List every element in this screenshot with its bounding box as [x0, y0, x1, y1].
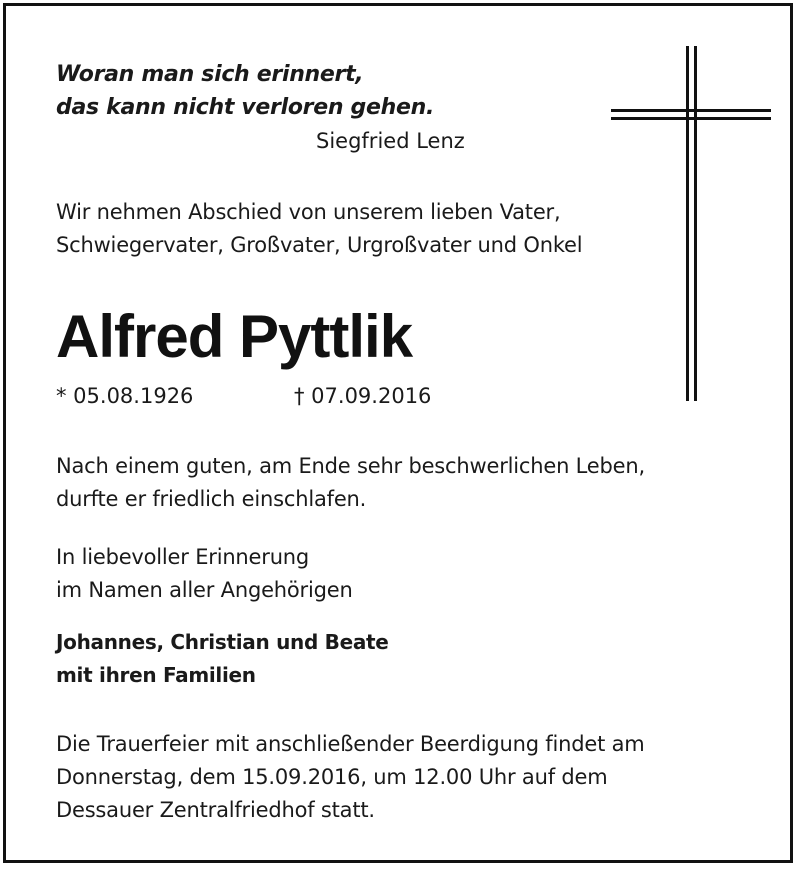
remembrance-line-1: In liebevoller Erinnerung: [56, 545, 310, 569]
funeral-info: [56, 728, 645, 827]
deceased-name: Alfred Pyttlik: [56, 303, 413, 370]
passing-line-1: Nach einem guten, am Ende sehr beschwerlichen Leben,: [56, 454, 645, 478]
death-date: † 07.09.2016: [294, 384, 432, 408]
quote-line-1: Woran man sich erinnert,: [56, 62, 364, 87]
intro-line-1: Wir nehmen Abschied von unserem lieben Vater,: [56, 200, 561, 224]
quote: [56, 58, 434, 124]
passing-line-2: durfte er friedlich einschlafen.: [56, 487, 367, 511]
quote-author: Siegfried Lenz: [316, 129, 465, 153]
quote-line-2: das kann nicht verloren gehen.: [56, 95, 435, 120]
birth-date: * 05.08.1926: [56, 384, 194, 408]
intro-line-2: Schwiegervater, Großvater, Urgroßvater und Onkel: [56, 233, 583, 257]
remembrance-line-2: im Namen aller Angehörigen: [56, 578, 353, 602]
passing-text: [56, 450, 645, 516]
obituary-notice: [3, 3, 793, 863]
mourners: [56, 626, 389, 692]
mourners-line-2: mit ihren Familien: [56, 663, 256, 687]
funeral-line-2: Donnerstag, dem 15.09.2016, um 12.00 Uhr auf dem: [56, 765, 608, 789]
funeral-line-1: Die Trauerfeier mit anschließender Beerdigung findet am: [56, 732, 645, 756]
mourners-line-1: Johannes, Christian und Beate: [56, 630, 389, 654]
cross-icon: [611, 46, 771, 401]
intro-text: [56, 196, 582, 262]
funeral-line-3: Dessauer Zentralfriedhof statt.: [56, 798, 375, 822]
remembrance-text: [56, 541, 353, 607]
life-dates: [56, 381, 431, 411]
